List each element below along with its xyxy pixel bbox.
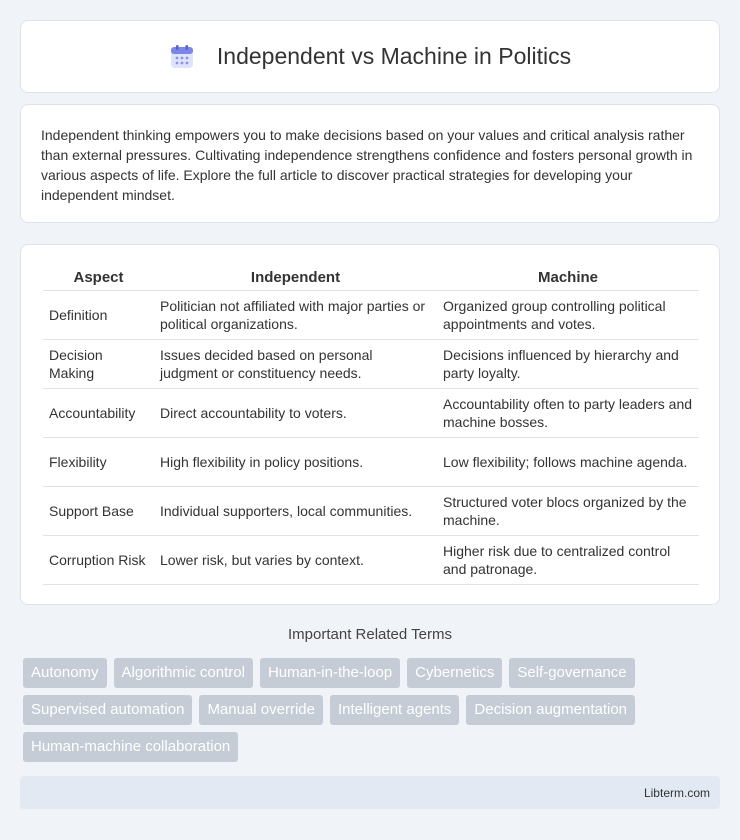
cell-independent: Lower risk, but varies by context. xyxy=(154,536,437,585)
intro-card xyxy=(20,104,720,223)
cell-independent: Direct accountability to voters. xyxy=(154,389,437,438)
header-card xyxy=(20,20,720,93)
footer xyxy=(20,776,720,809)
column-header-machine: Machine xyxy=(437,267,699,291)
term-tag[interactable]: Manual override xyxy=(199,695,323,725)
table-header-row xyxy=(43,267,699,291)
related-terms-list xyxy=(23,658,723,769)
cell-machine: Low flexibility; follows machine agenda. xyxy=(437,438,699,487)
term-tag[interactable]: Supervised automation xyxy=(23,695,192,725)
term-tag[interactable]: Self-governance xyxy=(509,658,634,688)
related-terms-heading: Important Related Terms xyxy=(288,626,452,643)
column-header-aspect: Aspect xyxy=(43,267,154,291)
intro-text: Independent thinking empowers you to make decisions based on your values and critical analysis rather than external pressures. Cultivating independence strengthens confidence and fosters personal growth in various aspects of life. Explore the full article to discover practical strategies for developing your independent mindset. xyxy=(41,127,693,203)
cell-machine: Decisions influenced by hierarchy and party loyalty. xyxy=(437,340,699,389)
comparison-table xyxy=(43,267,699,585)
term-tag[interactable]: Cybernetics xyxy=(407,658,502,688)
term-tag[interactable]: Decision augmentation xyxy=(466,695,635,725)
cell-aspect: Decision Making xyxy=(43,340,154,389)
cell-aspect: Accountability xyxy=(43,389,154,438)
footer-site-link[interactable]: Libterm.com xyxy=(643,786,710,800)
table-row xyxy=(43,536,699,585)
cell-aspect: Corruption Risk xyxy=(43,536,154,585)
cell-aspect: Support Base xyxy=(43,487,154,536)
cell-aspect: Flexibility xyxy=(43,438,154,487)
term-tag[interactable]: Algorithmic control xyxy=(114,658,253,688)
table-row xyxy=(43,438,699,487)
column-header-independent: Independent xyxy=(154,267,437,291)
term-tag[interactable]: Human-in-the-loop xyxy=(260,658,400,688)
table-row xyxy=(43,291,699,340)
cell-independent: Issues decided based on personal judgment or constituency needs. xyxy=(154,340,437,389)
calendar-icon xyxy=(169,44,195,70)
page-title: Independent vs Machine in Politics xyxy=(216,43,572,69)
cell-machine: Accountability often to party leaders and machine bosses. xyxy=(437,389,699,438)
cell-independent: Politician not affiliated with major parties or political organizations. xyxy=(154,291,437,340)
cell-machine: Organized group controlling political appointments and votes. xyxy=(437,291,699,340)
cell-machine: Structured voter blocs organized by the machine. xyxy=(437,487,699,536)
term-tag[interactable]: Intelligent agents xyxy=(330,695,459,725)
term-tag[interactable]: Autonomy xyxy=(23,658,107,688)
term-tag[interactable]: Human-machine collaboration xyxy=(23,732,238,762)
cell-independent: Individual supporters, local communities. xyxy=(154,487,437,536)
cell-machine: Higher risk due to centralized control and patronage. xyxy=(437,536,699,585)
comparison-card xyxy=(20,244,720,605)
table-row xyxy=(43,340,699,389)
cell-aspect: Definition xyxy=(43,291,154,340)
table-row xyxy=(43,389,699,438)
table-row xyxy=(43,487,699,536)
cell-independent: High flexibility in policy positions. xyxy=(154,438,437,487)
